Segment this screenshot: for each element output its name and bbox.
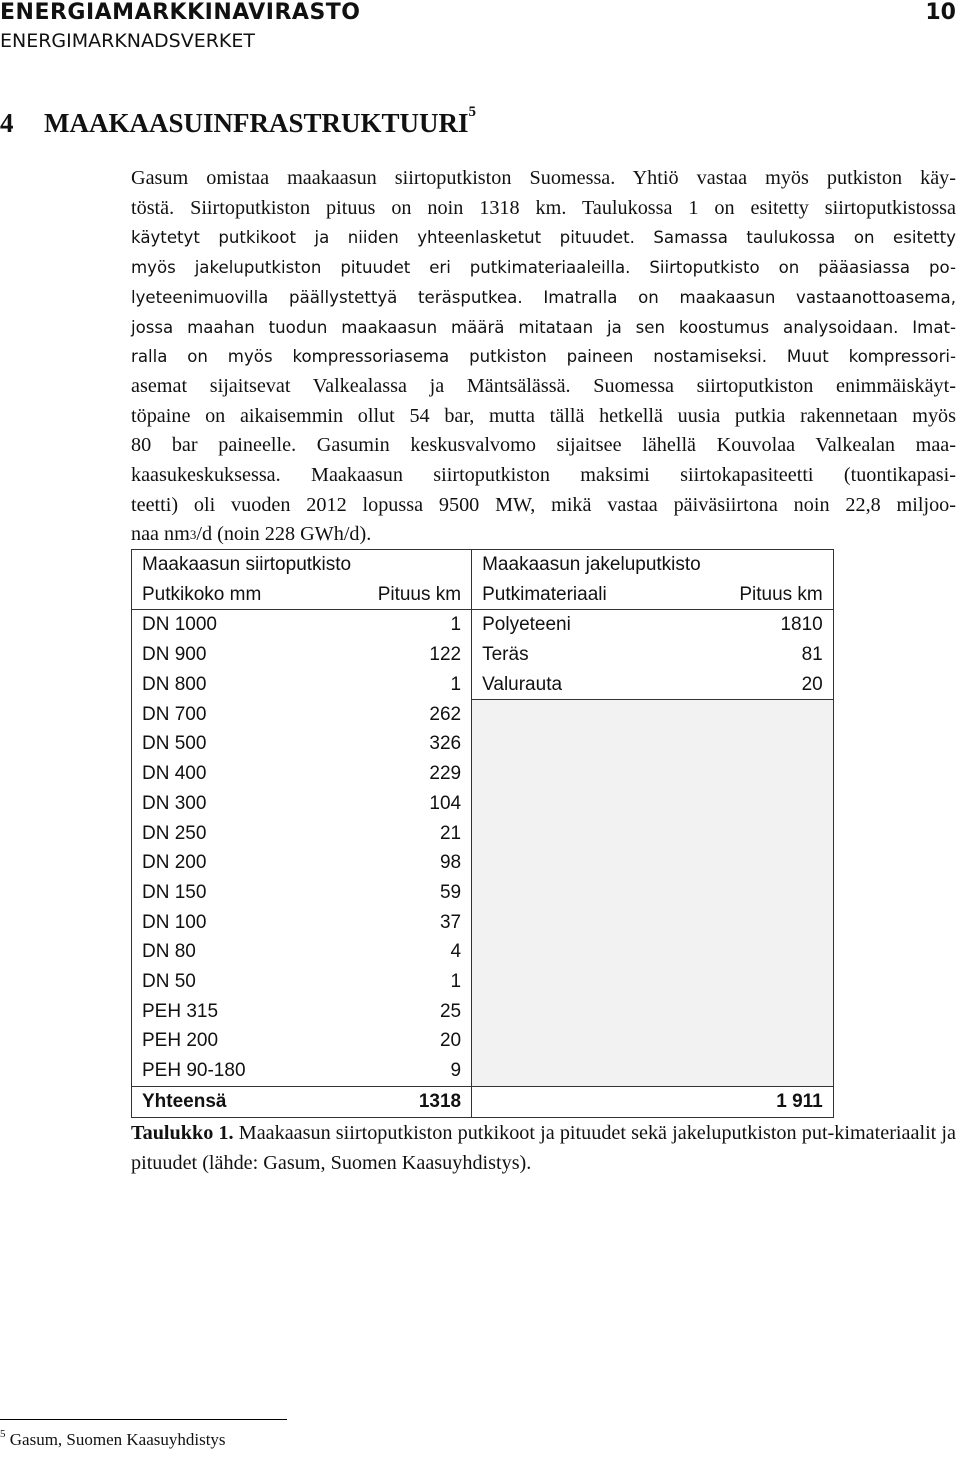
pipe-length-cell: 25 <box>361 997 472 1027</box>
footnote-marker: 5 <box>0 1428 6 1440</box>
pipe-length-cell: 98 <box>361 848 472 878</box>
pipe-size-cell: DN 400 <box>132 759 362 789</box>
pipe-length-cell: 1 <box>361 967 472 997</box>
column-header: Pituus km <box>711 580 834 610</box>
pipe-length-cell: 1 <box>361 610 472 640</box>
pipe-length-cell: 4 <box>361 937 472 967</box>
pipe-size-cell: PEH 90-180 <box>132 1056 362 1086</box>
table-row <box>132 670 834 700</box>
table-total-row <box>132 1086 834 1117</box>
material-length-cell: 81 <box>711 640 834 670</box>
pipe-size-cell: DN 50 <box>132 967 362 997</box>
table-cell <box>711 550 834 580</box>
pipe-size-cell: PEH 200 <box>132 1027 362 1057</box>
material-cell: Teräs <box>482 643 529 665</box>
header-organization-fi: ENERGIAMARKKINAVIRASTO <box>0 0 361 25</box>
table-title-transmission: Maakaasun siirtoputkisto <box>132 550 362 580</box>
section-number: 4 <box>0 108 14 138</box>
pipeline-table <box>131 549 834 1118</box>
footnote-reference: 5 <box>468 104 477 120</box>
table-row <box>132 640 834 670</box>
section-title: MAAKAASUINFRASTRUKTUURI <box>44 108 469 138</box>
pipe-length-cell: 59 <box>361 878 472 908</box>
section-heading <box>0 104 477 139</box>
table-title-distribution: Maakaasun jakeluputkisto <box>472 550 711 580</box>
material-cell: Valurauta <box>482 673 563 695</box>
body-line: myös jakeluputkiston pituudet eri putkimateriaaleilla. Siirtoputkisto on pääasiassa po- <box>131 258 956 278</box>
pipe-size-cell: DN 200 <box>132 848 362 878</box>
material-length-cell: 1810 <box>711 610 834 640</box>
pipe-length-cell: 20 <box>361 1027 472 1057</box>
body-line: Gasum omistaa maakaasun siirtoputkiston Suomessa. Yhtiö vastaa myös putkiston käy- <box>131 167 956 189</box>
body-line: asemat sijaitsevat Valkealassa ja Mäntsälässä. Suomessa siirtoputkiston enimmäiskäyt- <box>131 374 956 397</box>
pipe-size-cell: DN 800 <box>132 670 362 700</box>
pipe-size-cell: PEH 315 <box>132 997 362 1027</box>
page-number: 10 <box>925 0 956 25</box>
pipe-length-cell: 326 <box>361 730 472 760</box>
pipe-size-cell: DN 900 <box>132 640 362 670</box>
pipe-size-cell: DN 100 <box>132 908 362 938</box>
pipe-length-cell: 1 <box>361 670 472 700</box>
pipe-length-cell: 21 <box>361 819 472 849</box>
table-cell <box>361 550 472 580</box>
pipe-length-cell: 262 <box>361 700 472 730</box>
footnote-divider <box>0 1419 287 1420</box>
pipe-length-cell: 9 <box>361 1056 472 1086</box>
pipe-length-cell: 104 <box>361 789 472 819</box>
table-row <box>132 700 834 730</box>
body-line: jossa maahan tuodun maakaasun määrä mitataan ja sen koostumus analysoidaan. Imat- <box>131 317 956 337</box>
body-line: töpaine on aikaisemmin ollut 54 bar, mutta tällä hetkellä uusia putkia rakennetaan myös <box>131 404 956 427</box>
body-text-fragment: naa nm <box>131 523 190 546</box>
body-line: 80 bar paineelle. Gasumin keskusvalvomo sijaitsee lähellä Kouvolaa Valkealan maa- <box>131 434 956 457</box>
caption-label: Taulukko 1. <box>131 1122 234 1144</box>
pipe-length-cell: 229 <box>361 759 472 789</box>
body-line: lyeteenimuovilla päällystettyä teräsputkea. Imatralla on maakaasun vastaanottoasema, <box>131 287 956 307</box>
header-organization-sv: ENERGIMARKNADSVERKET <box>0 30 255 52</box>
superscript: 3 <box>189 527 197 543</box>
column-header: Putkikoko mm <box>132 580 362 610</box>
pipe-size-cell: DN 500 <box>132 730 362 760</box>
pipe-size-cell: DN 80 <box>132 937 362 967</box>
column-header: Pituus km <box>361 580 472 610</box>
pipe-size-cell: DN 250 <box>132 819 362 849</box>
column-header: Putkimateriaali <box>472 580 711 610</box>
material-length-cell: 20 <box>711 670 834 700</box>
footnote-text: Gasum, Suomen Kaasuyhdistys <box>5 1430 226 1449</box>
table-cell <box>472 1086 711 1117</box>
total-label: Yhteensä <box>132 1086 362 1117</box>
total-distribution: 1 911 <box>711 1086 834 1117</box>
body-line: ralla on myös kompressoriasema putkiston paineen nostamiseksi. Muut kompressori- <box>131 347 956 367</box>
total-transmission: 1318 <box>361 1086 472 1117</box>
footnote <box>0 1430 226 1450</box>
empty-shaded-area <box>472 700 834 1086</box>
pipe-size-cell: DN 300 <box>132 789 362 819</box>
pipe-size-cell: DN 1000 <box>132 610 362 640</box>
material-cell: Polyeteeni <box>482 614 571 636</box>
body-line: kaasukeskuksessa. Maakaasun siirtoputkiston maksimi siirtokapasiteetti (tuontikapasi- <box>131 464 956 487</box>
body-line-last <box>131 520 956 550</box>
body-paragraph <box>131 164 956 550</box>
pipe-size-cell: DN 700 <box>132 700 362 730</box>
table-row <box>132 610 834 640</box>
pipe-size-cell: DN 150 <box>132 878 362 908</box>
pipe-length-cell: 37 <box>361 908 472 938</box>
pipe-length-cell: 122 <box>361 640 472 670</box>
body-line: töstä. Siirtoputkiston pituus on noin 1318 km. Taulukossa 1 on esitetty siirtoputkistossa <box>131 196 956 219</box>
body-text-fragment: /d (noin 228 GWh/d). <box>196 523 372 546</box>
body-line: käytetyt putkikoot ja niiden yhteenlasketut pituudet. Samassa taulukossa on esitetty <box>131 228 956 248</box>
caption-text: Maakaasun siirtoputkiston putkikoot ja pituudet sekä jakeluputkiston put-kimateriaalit ja pituudet (lähde: Gasum, Suomen Kaasuyhdistys). <box>131 1122 956 1174</box>
body-line: teetti) oli vuoden 2012 lopussa 9500 MW, mikä vastaa päiväsiirtona noin 22,8 miljoo- <box>131 493 956 516</box>
table-caption <box>131 1118 956 1178</box>
